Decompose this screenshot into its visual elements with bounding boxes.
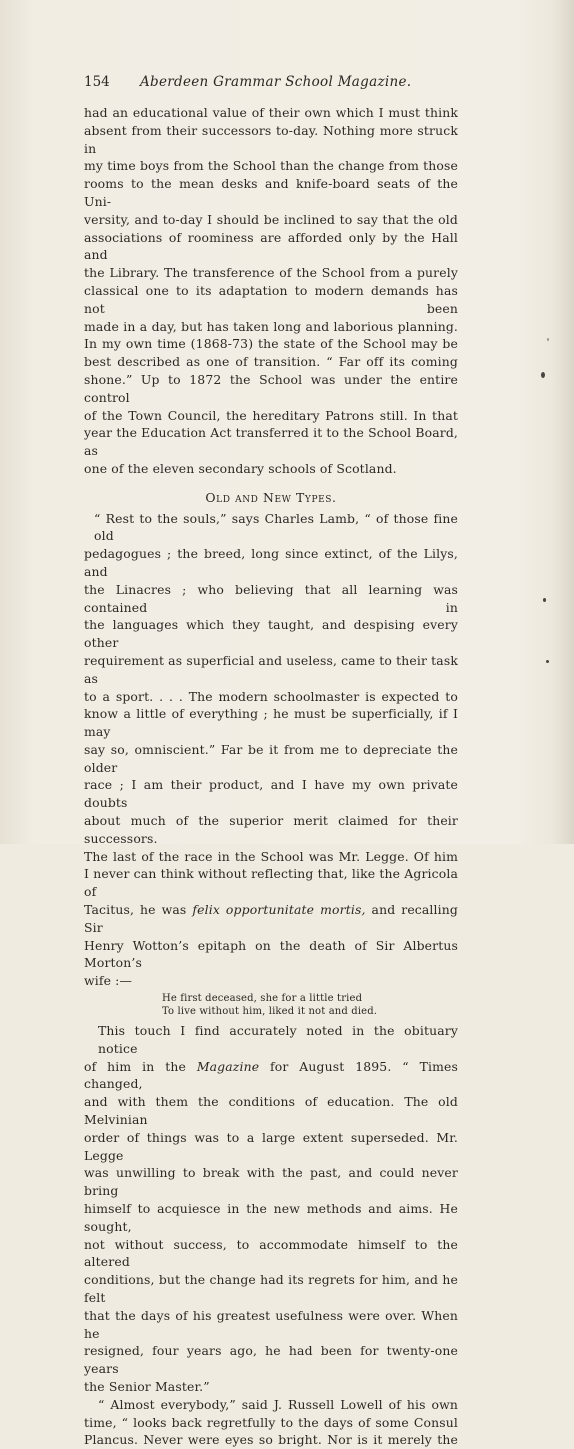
text-line: requirement as superficial and useless, came to their task as (84, 652, 458, 686)
magazine-title: Magazine (196, 1058, 260, 1074)
text-line: was unwilling to break with the past, and could never bring (84, 1165, 458, 1199)
latin-phrase: felix opportunitate mortis, (192, 902, 366, 918)
text-line-magazine (84, 1058, 458, 1094)
text-line: resigned, four years ago, he had been for twenty-one years (84, 1343, 458, 1377)
text-line: absent from their successors to-day. Nothing more struck in (84, 122, 458, 156)
text-line: rooms to the mean desks and knife-board seats of the Uni- (84, 176, 458, 209)
section-title: Old and New Types. (205, 489, 337, 505)
text-run: and recalling Sir (84, 902, 458, 935)
text-line: the Linacres ; who believing that all learning was contained in (84, 581, 458, 615)
scan-speck (543, 598, 546, 602)
text-line: Henry Wotton’s epitaph on the death of Sir Albertus Morton’s (84, 937, 458, 971)
text-line: The last of the race in the School was Mr. Legge. Of him (84, 848, 458, 864)
text-line: time, “ looks back regretfully to the days of some Consul (84, 1414, 458, 1430)
text-line: to a sport. . . . The modern schoolmaster is expected to (84, 688, 458, 704)
text-line: versity, and to-day I should be inclined to say that the old (84, 211, 458, 227)
scan-speck (547, 338, 549, 341)
text-line: of the Town Council, the hereditary Patrons still. In that (84, 407, 458, 423)
text-line: “ Rest to the souls,” says Charles Lamb, “ of those fine old (94, 510, 458, 544)
text-line: had an educational value of their own which I must think (84, 105, 458, 120)
paragraph-3 (84, 1022, 458, 1396)
paragraph-1 (84, 104, 458, 478)
text-line: my time boys from the School than the change from those (84, 158, 458, 174)
text-line: “ Almost everybody,” said J. Russell Lowell of his own (98, 1396, 458, 1412)
text-line: about much of the superior merit claimed for their successors. (84, 813, 458, 846)
text-line: and with them the conditions of education. The old Melvinian (84, 1094, 458, 1128)
running-title: Aberdeen Grammar School Magazine. (140, 74, 412, 90)
paragraph-4 (84, 1396, 458, 1449)
scan-speck (546, 660, 549, 663)
scan-speck (541, 372, 545, 378)
text-run: for August 1895. “ Times changed, (84, 1058, 458, 1092)
text-line: shone.” Up to 1872 the School was under the entire control (84, 371, 458, 405)
page-number: 154 (84, 74, 110, 90)
text-line: classical one to its adaptation to modern demands has not been (84, 282, 458, 316)
text-line: In my own time (1868-73) the state of the School may be (84, 336, 458, 352)
text-line: say so, omniscient.” Far be it from me to depreciate the older (84, 741, 458, 775)
text-line: order of things was to a large extent superseded. Mr. Legge (84, 1129, 458, 1163)
running-header (84, 74, 484, 90)
verse-quotation (162, 992, 458, 1018)
text-line: Plancus. Never were eyes so bright. Nor is it merely the (84, 1432, 458, 1448)
text-line: himself to acquiesce in the new methods and aims. He sought, (84, 1201, 458, 1234)
text-line: one of the eleven secondary schools of Scotland. (84, 460, 397, 476)
text-line: pedagogues ; the breed, long since extinct, of the Lilys, and (84, 546, 458, 579)
text-line: know a little of everything ; he must be superficially, if I may (84, 706, 458, 740)
text-line: conditions, but the change had its regrets for him, and he felt (84, 1272, 458, 1305)
text-run: of him in the (84, 1058, 197, 1074)
page-edge-shadow (552, 0, 574, 844)
text-line: year the Education Act transferred it to the School Board, as (84, 425, 458, 459)
text-line: that the days of his greatest usefulness were over. When he (84, 1307, 458, 1341)
verse-line: He first deceased, she for a little tried (162, 993, 363, 1005)
text-line: made in a day, but has taken long and laborious planning. (84, 318, 458, 334)
text-line: wife :— (84, 973, 133, 989)
text-line: race ; I am their product, and I have my own private doubts (84, 777, 458, 811)
text-line: I never can think without reflecting that, like the Agricola of (84, 866, 458, 900)
verse-line: To live without him, liked it not and died. (162, 1006, 378, 1018)
paragraph-2 (84, 510, 458, 991)
text-line-tacitus (84, 901, 458, 937)
text-line: associations of roominess are afforded only by the Hall and (84, 229, 458, 263)
text-line: the Library. The transference of the School from a purely (84, 265, 458, 281)
text-line: This touch I find accurately noted in the obituary notice (98, 1023, 458, 1056)
text-line: not without success, to accommodate himself to the altered (84, 1236, 458, 1270)
article-body (84, 104, 458, 1449)
text-run: Tacitus, he was (84, 902, 193, 918)
text-line: best described as one of transition. “ Far off its coming (84, 354, 458, 370)
text-line: the languages which they taught, and despising every other (84, 617, 458, 651)
text-line: the Senior Master.” (84, 1378, 210, 1394)
